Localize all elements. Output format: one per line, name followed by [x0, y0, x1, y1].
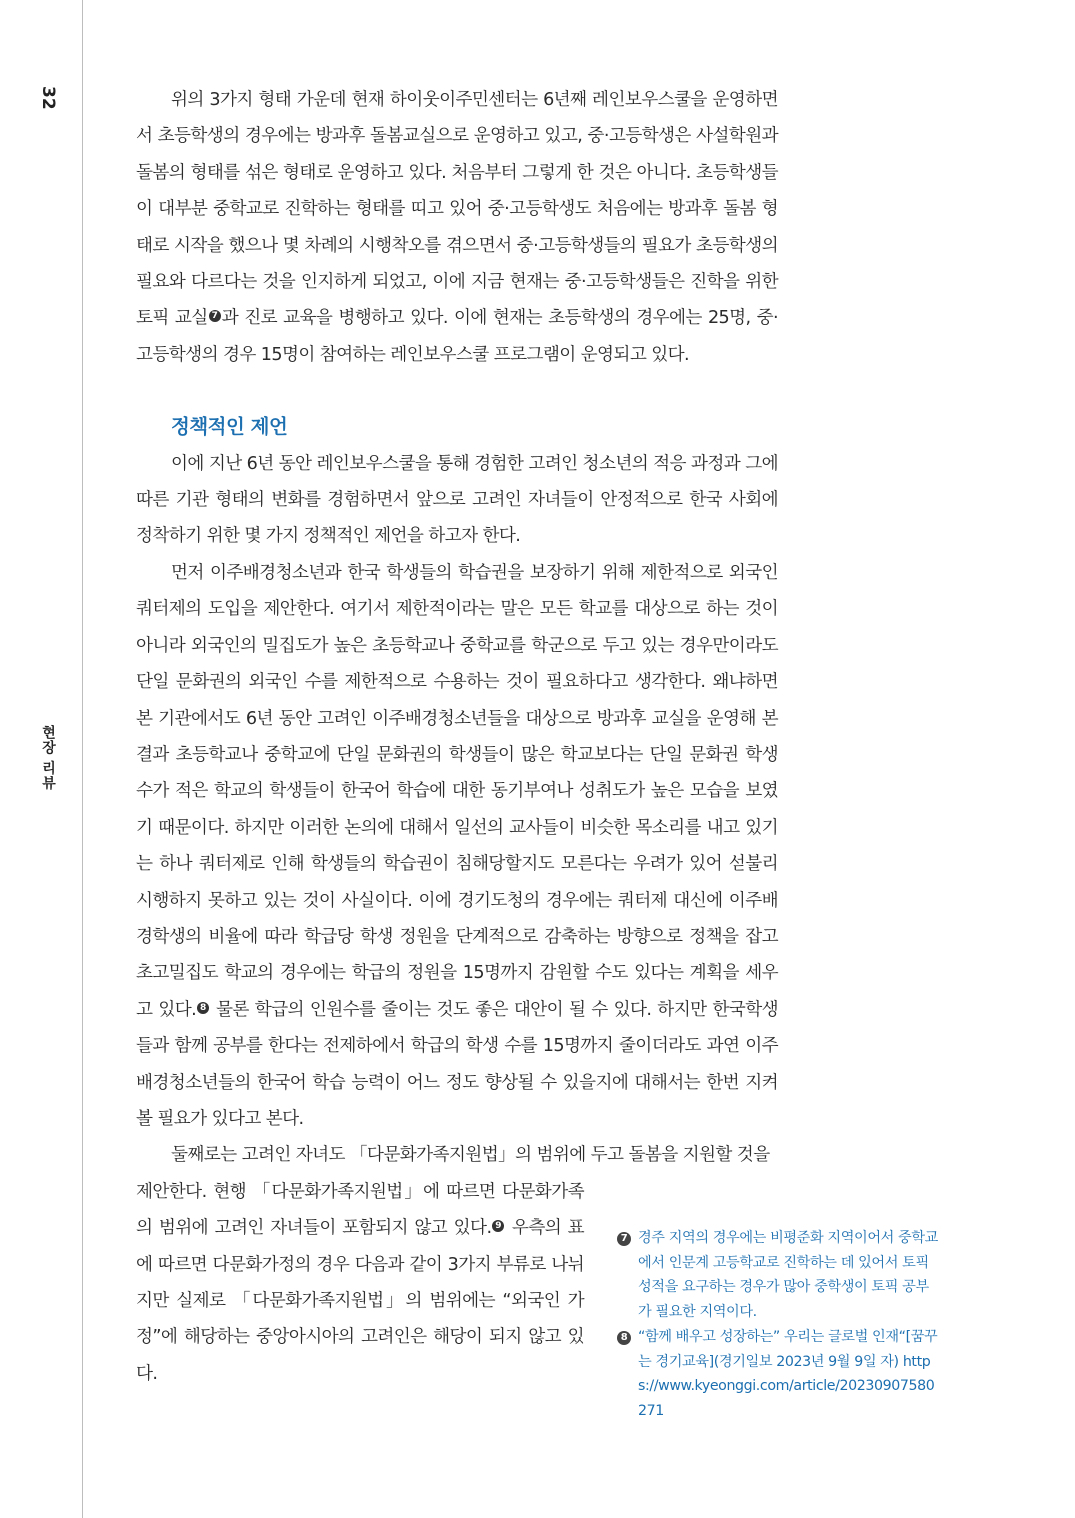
paragraph-4-text-a: 제안한다. 현행 「다문화가족지원법」에 따르면 다문화가족의 범위에 고려인 자녀들이 포함되지 않고 있다.	[136, 1181, 584, 1239]
section-label: 현장 리뷰	[40, 725, 56, 791]
footnote-number-8: 8	[617, 1331, 631, 1345]
paragraph-4-wrapped	[136, 1174, 584, 1392]
paragraph-2: 이에 지난 6년 동안 레인보우스쿨을 통해 경험한 고려인 청소년의 적응 과정과 그에 따른 기관 형태의 변화를 경험하면서 앞으로 고려인 자녀들이 안정적으로 한국 사회에 정착하기 위한 몇 가지 정책적인 제언을 하고자 한다.	[136, 453, 778, 547]
footnote-8-text: “함께 배우고 성장하는” 우리는 글로벌 인재“[꿈꾸는 경기교육](경기일보 2023년 9월 9일 자)	[638, 1328, 938, 1370]
paragraph-1-text-b: 과 진로 교육을 병행하고 있다. 이에 현재는 초등학생의 경우에는 25명, 중·고등학생의 경우 15명이 참여하는 레인보우스쿨 프로그램이 운영되고 있다.	[136, 308, 779, 365]
footnote-marker-7[interactable]: 7	[209, 310, 221, 322]
footnote-8	[617, 1325, 939, 1424]
footnote-marker-8[interactable]: 8	[197, 1002, 209, 1014]
paragraph-3-text-a: 먼저 이주배경청소년과 한국 학생들의 학습권을 보장하기 위해 제한적으로 외국인 쿼터제의 도입을 제안한다. 여기서 제한적이라는 말은 모든 학교를 대상으로 하는 것이 아니라 외국인의 밀집도가 높은 초등학교나 중학교를 학군으로 두고 있는 경우만이라도 단일 문화권의 외국인 수를 제한적으로 수용하는 것이 필요하다고 생각한다. 왜냐하면 본 기관에서도 6년 동안 고려인 이주배경청소년들을 대상으로 방과후 교실을 운영해 본 결과 초등학교나 중학교에 단일 문화권의 학생들이 많은 학교보다는 단일 문화권 학생 수가 적은 학교의 학생들이 한국어 학습에 대한 동기부여나 성취도가 높은 모습을 보였기 때문이다. 하지만 이러한 논의에 대해서 일선의 교사들이 비슷한 목소리를 내고 있기는 하나 쿼터제로 인해 학생들의 학습권이 침해당할지도 모른다는 우려가 있어 섣불리 시행하지 못하고 있는 것이 사실이다. 이에 경기도청의 경우에는 쿼터제 대신에 이주배경학생의 비율에 따라 학급당 학생 정원을 단계적으로 감축하는 방향으로 정책을 잡고 초고밀집도 학교의 경우에는 학급의 정원을 15명까지 감원할 수도 있다는 계획을 세우고 있다.	[136, 562, 778, 1020]
main-text	[136, 82, 778, 1392]
footnote-8-link[interactable]: https://www.kyeonggi.com/article/20230907580271	[638, 1353, 935, 1419]
paragraph-3-text-b: 물론 학급의 인원수를 줄이는 것도 좋은 대안이 될 수 있다. 하지만 한국학생들과 함께 공부를 한다는 전제하에서 학급의 학생 수를 15명까지 줄이더라도 과연 이주배경청소년들의 한국어 학습 능력이 어느 정도 향상될 수 있을지에 대해서는 한번 지켜볼 필요가 있다고 본다.	[136, 999, 778, 1129]
footnote-7-text: 경주 지역의 경우에는 비평준화 지역이어서 중학교에서 인문계 고등학교로 진학하는 데 있어서 토픽 성적을 요구하는 경우가 많아 중학생이 토픽 공부가 필요한 지역이다.	[638, 1230, 938, 1321]
page-number: 32	[38, 86, 58, 110]
section-heading: 정책적인 제언	[171, 415, 288, 439]
paragraph-4-text-b: 우측의 표에 따르면 다문화가정의 경우 다음과 같이 3가지 부류로 나뉘지만 실제로 「다문화가족지원법」의 범위에는 “외국인 가정”에 해당하는 중앙아시아의 고려인은 해당이 되지 않고 있다.	[136, 1218, 584, 1384]
paragraph-1	[136, 82, 778, 373]
paragraph-3	[136, 555, 778, 1138]
paragraph-4-first-line: 둘째로는 고려인 자녀도 「다문화가족지원법」의 범위에 두고 돌봄을 지원할 것을	[171, 1145, 770, 1166]
paragraph-1-text-a: 위의 3가지 형태 가운데 현재 하이웃이주민센터는 6년째 레인보우스쿨을 운영하면서 초등학생의 경우에는 방과후 돌봄교실으로 운영하고 있고, 중·고등학생은 사설학원과 돌봄의 형태를 섞은 형태로 운영하고 있다. 처음부터 그렇게 한 것은 아니다. 초등학생들이 대부분 중학교로 진학하는 형태를 띠고 있어 중·고등학생도 처음에는 방과후 돌봄 형태로 시작을 했으나 몇 차례의 시행착오를 겪으면서 중·고등학생들의 필요가 초등학생의 필요와 다르다는 것을 인지하게 되었고, 이에 지금 현재는 중·고등학생들은 진학을 위한 토픽 교실	[136, 90, 778, 329]
footnotes	[617, 1226, 939, 1424]
left-margin-rule	[82, 0, 83, 1518]
footnote-marker-9[interactable]: 9	[492, 1220, 504, 1232]
footnote-number-7: 7	[617, 1232, 631, 1246]
footnote-7	[617, 1226, 939, 1325]
